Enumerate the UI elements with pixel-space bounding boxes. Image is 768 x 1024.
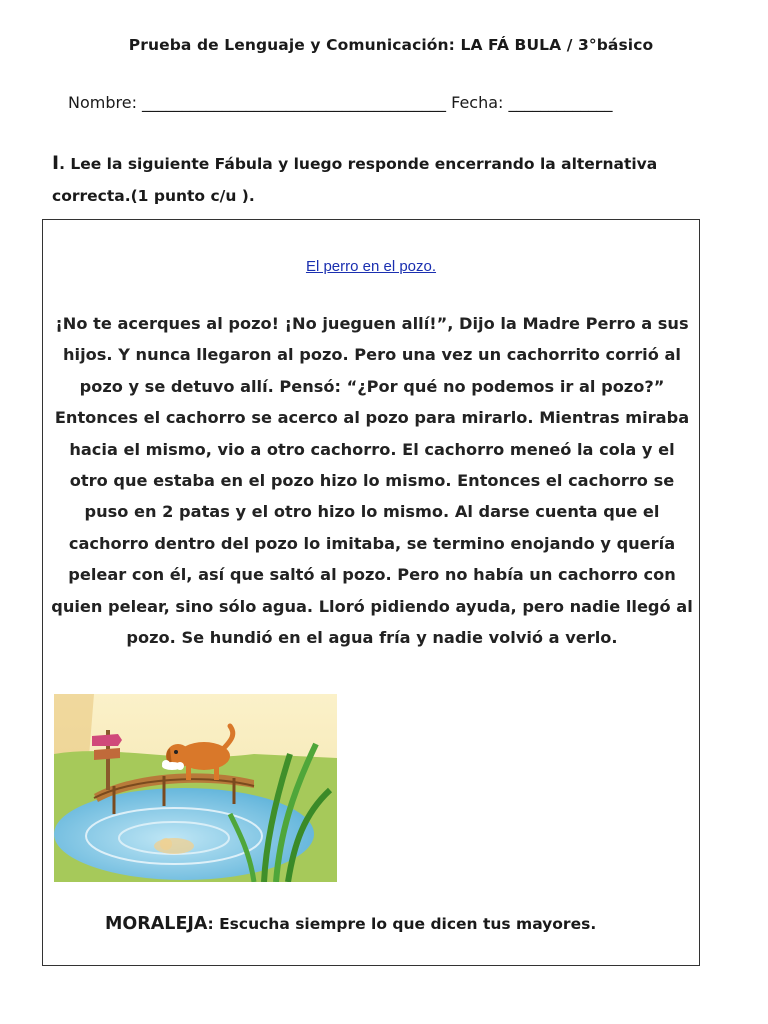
moral-label: MORALEJA: [105, 914, 208, 934]
moral: [105, 914, 596, 934]
story-title: El perro en el pozo.: [305, 258, 437, 275]
story-body: ¡No te acerques al pozo! ¡No jueguen allí!”, Dijo la Madre Perro a sus hijos. Y nunca llegaron al pozo. Pero una vez un cachorrito corrió al pozo y se detuvo allí. Pensó: “¿Por qué no podemos ir al pozo?” Entonces el cachorro se acerco al pozo para mirarlo. Mientras miraba hacia el mismo, vio a otro cachorro. El cachorro meneó la cola y el otro que estaba en el pozo hizo lo mismo. Entonces el cachorro se puso en 2 patas y el otro hizo lo mismo. Al darse cuenta que el cachorro dentro del pozo lo imitaba, se termino enojando y quería pelear con él, así que saltó al pozo. Pero no había un cachorro con quien pelear, sino sólo agua. Lloró pidiendo ayuda, pero nadie llegó al pozo. Se hundió en el agua fría y nadie volvió a verlo.: [51, 314, 693, 648]
page-title: Prueba de Lenguaje y Comunicación: LA FÁ BULA / 3°básico: [128, 36, 654, 54]
name-date-row: [68, 93, 613, 112]
name-blank: ______________________________________: [142, 93, 447, 112]
instruction-text: . Lee la siguiente Fábula y luego responde encerrando la alternativa correcta.(1 punto c/u ).: [52, 155, 658, 205]
illustration-svg: [54, 694, 337, 882]
instruction-number: I: [52, 152, 60, 174]
fable-box: [42, 219, 700, 966]
instructions: [52, 147, 712, 212]
moral-text: : Escucha siempre lo que dicen tus mayores.: [207, 915, 597, 933]
date-blank: _____________: [508, 93, 613, 112]
name-label: Nombre:: [68, 93, 143, 112]
date-label: Fecha:: [446, 93, 509, 112]
dog-at-pond-illustration: [54, 694, 337, 882]
